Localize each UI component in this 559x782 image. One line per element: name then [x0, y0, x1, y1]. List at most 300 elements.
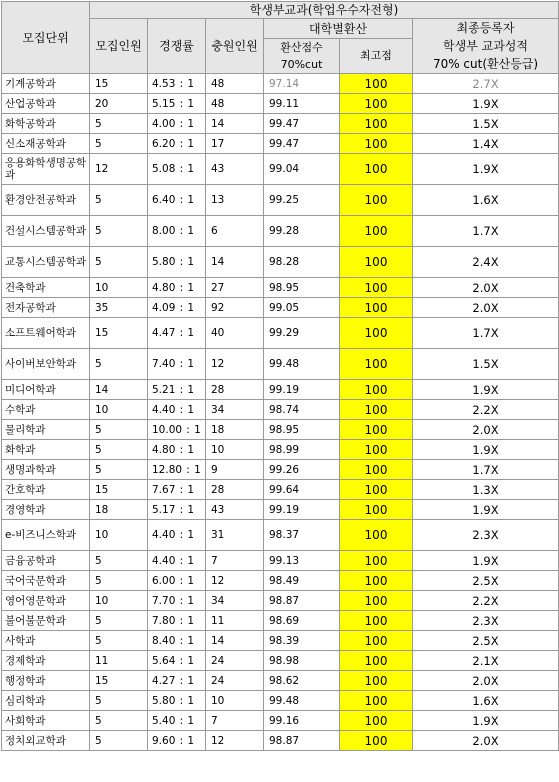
cell-unit: 건설시스템공학과: [2, 216, 90, 247]
cell-filled: 13: [206, 185, 264, 216]
cell-quota: 5: [90, 571, 148, 591]
cell-rate-value: 4.80: [152, 281, 176, 294]
cell-score: 99.11: [264, 94, 340, 114]
cell-rate-separator: :: [179, 443, 184, 456]
cell-rate-value: 6.40: [152, 194, 176, 206]
header-best: 최고점: [340, 39, 413, 74]
cell-unit: 환경안전공학과: [2, 185, 90, 216]
cell-quota: 5: [90, 711, 148, 731]
cell-rate-separator: :: [179, 674, 184, 687]
cell-filled: 11: [206, 611, 264, 631]
cell-rate-value: 4.80: [152, 443, 176, 456]
cell-quota: 5: [90, 349, 148, 380]
cell-rate: [148, 591, 206, 611]
cell-rate-separator: :: [179, 594, 184, 607]
cell-unit: 산업공학과: [2, 94, 90, 114]
header-rate: 경쟁률: [148, 19, 206, 74]
cell-rate-separator: :: [179, 97, 184, 110]
cell-rate-value: 5.40: [152, 714, 176, 727]
cell-unit: 국어국문학과: [2, 571, 90, 591]
cell-quota: 11: [90, 651, 148, 671]
cell-best: 100: [340, 460, 413, 480]
cell-score: 98.87: [264, 731, 340, 751]
cell-final-cut: 1.9X: [413, 94, 559, 114]
cell-filled: 6: [206, 216, 264, 247]
cell-final-cut: 1.9X: [413, 154, 559, 185]
cell-rate-value: 4.40: [152, 529, 176, 541]
cell-rate: [148, 278, 206, 298]
cell-rate-separator: :: [186, 423, 190, 436]
cell-quota: 5: [90, 631, 148, 651]
cell-final-cut: 2.0X: [413, 298, 559, 318]
cell-filled: 48: [206, 94, 264, 114]
cell-filled: 28: [206, 480, 264, 500]
cell-score: 98.87: [264, 591, 340, 611]
cell-rate-denominator: 1: [187, 403, 195, 416]
cell-rate: [148, 216, 206, 247]
cell-score: 98.69: [264, 611, 340, 631]
cell-best: 100: [340, 711, 413, 731]
cell-rate: [148, 520, 206, 551]
cell-filled: 24: [206, 651, 264, 671]
cell-best: 100: [340, 185, 413, 216]
cell-rate-separator: :: [179, 529, 184, 541]
cell-rate-separator: :: [179, 383, 184, 396]
cell-final-cut: 2.5X: [413, 631, 559, 651]
cell-unit: 소프트웨어학과: [2, 318, 90, 349]
cell-filled: 14: [206, 114, 264, 134]
cell-quota: 5: [90, 185, 148, 216]
cell-rate-value: 5.64: [152, 654, 176, 667]
cell-quota: 5: [90, 551, 148, 571]
cell-final-cut: 2.2X: [413, 591, 559, 611]
cell-score: 99.04: [264, 154, 340, 185]
cell-rate-separator: :: [179, 554, 184, 567]
cell-rate-denominator: 1: [187, 734, 195, 747]
cell-score: 99.28: [264, 216, 340, 247]
cell-score: 99.29: [264, 318, 340, 349]
cell-filled: 12: [206, 731, 264, 751]
cell-final-cut: 1.7X: [413, 216, 559, 247]
header-unit: 모집단위: [2, 2, 90, 74]
table-row: [2, 318, 559, 349]
cell-final-cut: 2.3X: [413, 611, 559, 631]
cell-unit: 수학과: [2, 400, 90, 420]
table-row: [2, 400, 559, 420]
table-row: [2, 420, 559, 440]
cell-best: 100: [340, 94, 413, 114]
cell-final-cut: 1.7X: [413, 460, 559, 480]
cell-unit: 생명과학과: [2, 460, 90, 480]
cell-rate-value: 5.80: [152, 694, 176, 707]
table-row: [2, 631, 559, 651]
cell-quota: 35: [90, 298, 148, 318]
cell-filled: 10: [206, 440, 264, 460]
table-row: [2, 114, 559, 134]
cell-best: 100: [340, 551, 413, 571]
table-row: [2, 480, 559, 500]
cell-rate-denominator: 1: [187, 714, 195, 727]
cell-rate: [148, 134, 206, 154]
cell-filled: 24: [206, 671, 264, 691]
cell-rate-separator: :: [186, 463, 190, 476]
cell-rate: [148, 480, 206, 500]
cell-score: 99.19: [264, 500, 340, 520]
cell-quota: 5: [90, 216, 148, 247]
cell-filled: 43: [206, 500, 264, 520]
cell-rate-value: 5.21: [152, 383, 176, 396]
cell-score: 98.37: [264, 520, 340, 551]
cell-rate-denominator: 1: [187, 383, 195, 396]
cell-rate: [148, 460, 206, 480]
cell-quota: 18: [90, 500, 148, 520]
cell-rate: [148, 94, 206, 114]
cell-final-cut: 2.0X: [413, 671, 559, 691]
cell-quota: 5: [90, 731, 148, 751]
cell-rate-separator: :: [179, 77, 184, 90]
cell-rate-denominator: 1: [187, 443, 195, 456]
cell-rate-denominator: 1: [187, 358, 195, 370]
cell-quota: 15: [90, 74, 148, 94]
table-row: [2, 731, 559, 751]
table-header: [2, 2, 559, 74]
cell-rate-value: 5.08: [152, 163, 176, 175]
cell-rate: [148, 114, 206, 134]
table-row: [2, 460, 559, 480]
cell-score: 99.19: [264, 380, 340, 400]
cell-rate: [148, 380, 206, 400]
cell-score: 99.48: [264, 691, 340, 711]
cell-rate-value: 4.09: [152, 301, 176, 314]
table-row: [2, 349, 559, 380]
cell-final-cut: 2.5X: [413, 571, 559, 591]
cell-rate-value: 4.27: [152, 674, 176, 687]
cell-quota: 5: [90, 611, 148, 631]
cell-rate-value: 7.70: [152, 594, 176, 607]
cell-rate-denominator: 1: [187, 256, 195, 268]
cell-filled: 7: [206, 551, 264, 571]
cell-rate-value: 4.53: [152, 77, 176, 90]
cell-best: 100: [340, 400, 413, 420]
cell-rate-value: 4.40: [152, 554, 176, 567]
cell-best: 100: [340, 216, 413, 247]
cell-final-cut: 1.9X: [413, 551, 559, 571]
cell-rate-denominator: 1: [187, 503, 195, 516]
cell-rate-denominator: 1: [187, 281, 195, 294]
cell-rate-separator: :: [179, 358, 184, 370]
cell-final-cut: 1.7X: [413, 318, 559, 349]
cell-rate-value: 9.60: [152, 734, 176, 747]
cell-score: 98.95: [264, 278, 340, 298]
cell-final-cut: 1.5X: [413, 349, 559, 380]
cell-score: 98.49: [264, 571, 340, 591]
cell-unit: 응용화학생명공학과: [2, 154, 90, 185]
cell-unit: 정치외교학과: [2, 731, 90, 751]
table-row: [2, 74, 559, 94]
cell-unit: 사학과: [2, 631, 90, 651]
cell-filled: 12: [206, 571, 264, 591]
cell-quota: 5: [90, 691, 148, 711]
cell-rate: [148, 611, 206, 631]
header-final-line3: 70% cut(환산등급): [432, 57, 539, 71]
cell-final-cut: 1.6X: [413, 185, 559, 216]
table-row: [2, 440, 559, 460]
table-row: [2, 551, 559, 571]
cell-rate-denominator: 1: [187, 594, 195, 607]
header-score: [264, 39, 340, 74]
cell-rate-denominator: 1: [187, 483, 195, 496]
cell-score: 98.95: [264, 420, 340, 440]
cell-rate-denominator: 1: [187, 554, 195, 567]
table-row: [2, 571, 559, 591]
cell-final-cut: 1.9X: [413, 500, 559, 520]
cell-rate-value: 6.20: [152, 137, 176, 150]
table-row: [2, 94, 559, 114]
cell-rate: [148, 420, 206, 440]
header-score-line2: 70%cut: [280, 58, 323, 71]
cell-rate-denominator: 1: [187, 194, 195, 206]
cell-rate-denominator: 1: [187, 225, 195, 237]
cell-final-cut: 2.4X: [413, 247, 559, 278]
cell-rate-separator: :: [179, 225, 184, 237]
cell-filled: 17: [206, 134, 264, 154]
cell-rate-denominator: 1: [187, 634, 195, 647]
cell-score: 98.99: [264, 440, 340, 460]
cell-final-cut: 1.6X: [413, 691, 559, 711]
cell-final-cut: 1.9X: [413, 380, 559, 400]
cell-best: 100: [340, 349, 413, 380]
cell-rate-separator: :: [179, 301, 184, 314]
cell-rate-denominator: 1: [187, 163, 195, 175]
cell-filled: 12: [206, 349, 264, 380]
cell-score: 99.26: [264, 460, 340, 480]
cell-best: 100: [340, 631, 413, 651]
cell-rate-separator: :: [179, 574, 184, 587]
table-body: [2, 74, 559, 751]
cell-unit: 교통시스템공학과: [2, 247, 90, 278]
cell-score: 98.28: [264, 247, 340, 278]
cell-rate-denominator: 1: [187, 614, 195, 627]
table-row: [2, 298, 559, 318]
cell-rate: [148, 571, 206, 591]
table-row: [2, 216, 559, 247]
cell-unit: 미디어학과: [2, 380, 90, 400]
cell-quota: 10: [90, 591, 148, 611]
cell-rate-value: 5.15: [152, 97, 176, 110]
cell-rate: [148, 500, 206, 520]
cell-rate-value: 7.80: [152, 614, 176, 627]
cell-final-cut: 2.7X: [413, 74, 559, 94]
cell-filled: 34: [206, 591, 264, 611]
cell-rate-value: 7.40: [152, 358, 176, 370]
cell-quota: 5: [90, 247, 148, 278]
cell-quota: 14: [90, 380, 148, 400]
cell-filled: 92: [206, 298, 264, 318]
cell-best: 100: [340, 298, 413, 318]
cell-unit: 경제학과: [2, 651, 90, 671]
cell-rate: [148, 400, 206, 420]
cell-score: 99.48: [264, 349, 340, 380]
cell-unit: 행정학과: [2, 671, 90, 691]
header-final-line2: 학생부 교과성적: [443, 39, 528, 53]
cell-final-cut: 1.4X: [413, 134, 559, 154]
cell-score: 99.64: [264, 480, 340, 500]
cell-filled: 9: [206, 460, 264, 480]
cell-rate: [148, 298, 206, 318]
table-row: [2, 380, 559, 400]
table-row: [2, 711, 559, 731]
cell-rate-denominator: 1: [187, 97, 195, 110]
cell-rate-denominator: 1: [194, 463, 201, 476]
cell-best: 100: [340, 480, 413, 500]
table-row: [2, 278, 559, 298]
table-row: [2, 520, 559, 551]
cell-quota: 12: [90, 154, 148, 185]
cell-rate-separator: :: [179, 614, 184, 627]
cell-unit: 사이버보안학과: [2, 349, 90, 380]
cell-rate-value: 6.00: [152, 574, 176, 587]
cell-rate-separator: :: [179, 137, 184, 150]
cell-best: 100: [340, 247, 413, 278]
header-final: [413, 19, 559, 74]
cell-filled: 31: [206, 520, 264, 551]
cell-rate: [148, 349, 206, 380]
cell-rate-value: 4.00: [152, 117, 176, 130]
table-row: [2, 691, 559, 711]
cell-score: 99.13: [264, 551, 340, 571]
cell-final-cut: 2.1X: [413, 651, 559, 671]
cell-quota: 10: [90, 520, 148, 551]
cell-rate: [148, 691, 206, 711]
table-row: [2, 671, 559, 691]
cell-best: 100: [340, 611, 413, 631]
cell-unit: 건축학과: [2, 278, 90, 298]
cell-rate-separator: :: [179, 714, 184, 727]
cell-best: 100: [340, 571, 413, 591]
cell-final-cut: 1.9X: [413, 440, 559, 460]
cell-rate: [148, 74, 206, 94]
cell-quota: 20: [90, 94, 148, 114]
cell-rate-separator: :: [179, 694, 184, 707]
cell-rate-value: 8.40: [152, 634, 176, 647]
cell-rate-separator: :: [179, 654, 184, 667]
cell-final-cut: 2.0X: [413, 731, 559, 751]
cell-best: 100: [340, 74, 413, 94]
cell-rate-separator: :: [179, 634, 184, 647]
cell-rate-separator: :: [179, 117, 184, 130]
table-row: [2, 611, 559, 631]
cell-best: 100: [340, 154, 413, 185]
cell-best: 100: [340, 420, 413, 440]
table-row: [2, 154, 559, 185]
cell-score: 98.62: [264, 671, 340, 691]
header-filled: 충원인원: [206, 19, 264, 74]
cell-best: 100: [340, 500, 413, 520]
cell-rate-denominator: 1: [187, 117, 195, 130]
cell-score: 99.47: [264, 134, 340, 154]
cell-rate-separator: :: [179, 327, 184, 339]
cell-rate-value: 8.00: [152, 225, 176, 237]
cell-rate-value: 4.47: [152, 327, 176, 339]
cell-best: 100: [340, 440, 413, 460]
cell-rate-denominator: 1: [187, 77, 195, 90]
cell-unit: 불어불문학과: [2, 611, 90, 631]
cell-score: 99.25: [264, 185, 340, 216]
table-row: [2, 134, 559, 154]
cell-best: 100: [340, 591, 413, 611]
cell-rate-separator: :: [179, 194, 184, 206]
cell-rate-separator: :: [179, 734, 184, 747]
cell-quota: 5: [90, 114, 148, 134]
cell-filled: 27: [206, 278, 264, 298]
cell-rate-separator: :: [179, 403, 184, 416]
header-final-line1: 최종등록자: [456, 21, 515, 35]
cell-rate-value: 10.00: [152, 423, 183, 436]
cell-score: 97.14: [264, 74, 340, 94]
cell-rate: [148, 318, 206, 349]
cell-filled: 10: [206, 691, 264, 711]
cell-best: 100: [340, 134, 413, 154]
table-row: [2, 185, 559, 216]
cell-best: 100: [340, 114, 413, 134]
cell-unit: e-비즈니스학과: [2, 520, 90, 551]
cell-best: 100: [340, 731, 413, 751]
cell-quota: 5: [90, 440, 148, 460]
table-row: [2, 500, 559, 520]
cell-rate-value: 4.40: [152, 403, 176, 416]
header-quota: 모집인원: [90, 19, 148, 74]
cell-best: 100: [340, 318, 413, 349]
cell-rate-value: 5.80: [152, 256, 176, 268]
cell-score: 98.74: [264, 400, 340, 420]
cell-rate-separator: :: [179, 483, 184, 496]
cell-unit: 간호학과: [2, 480, 90, 500]
cell-rate: [148, 154, 206, 185]
cell-filled: 48: [206, 74, 264, 94]
cell-unit: 심리학과: [2, 691, 90, 711]
cell-quota: 10: [90, 400, 148, 420]
cell-filled: 18: [206, 420, 264, 440]
cell-final-cut: 2.0X: [413, 420, 559, 440]
cell-unit: 전자공학과: [2, 298, 90, 318]
cell-unit: 영어영문학과: [2, 591, 90, 611]
cell-filled: 43: [206, 154, 264, 185]
cell-unit: 화학공학과: [2, 114, 90, 134]
cell-rate-value: 5.17: [152, 503, 176, 516]
cell-unit: 물리학과: [2, 420, 90, 440]
table-row: [2, 591, 559, 611]
cell-rate: [148, 185, 206, 216]
cell-best: 100: [340, 520, 413, 551]
cell-final-cut: 1.5X: [413, 114, 559, 134]
cell-quota: 5: [90, 134, 148, 154]
cell-rate-value: 7.67: [152, 483, 176, 496]
cell-unit: 금융공학과: [2, 551, 90, 571]
admission-results-table: [1, 1, 559, 751]
cell-rate-denominator: 1: [187, 694, 195, 707]
cell-filled: 28: [206, 380, 264, 400]
cell-filled: 34: [206, 400, 264, 420]
cell-rate: [148, 731, 206, 751]
cell-best: 100: [340, 278, 413, 298]
cell-rate-value: 12.80: [152, 463, 183, 476]
table-row: [2, 247, 559, 278]
cell-final-cut: 1.9X: [413, 711, 559, 731]
cell-rate-denominator: 1: [187, 327, 195, 339]
cell-quota: 15: [90, 480, 148, 500]
cell-rate: [148, 631, 206, 651]
cell-filled: 14: [206, 247, 264, 278]
